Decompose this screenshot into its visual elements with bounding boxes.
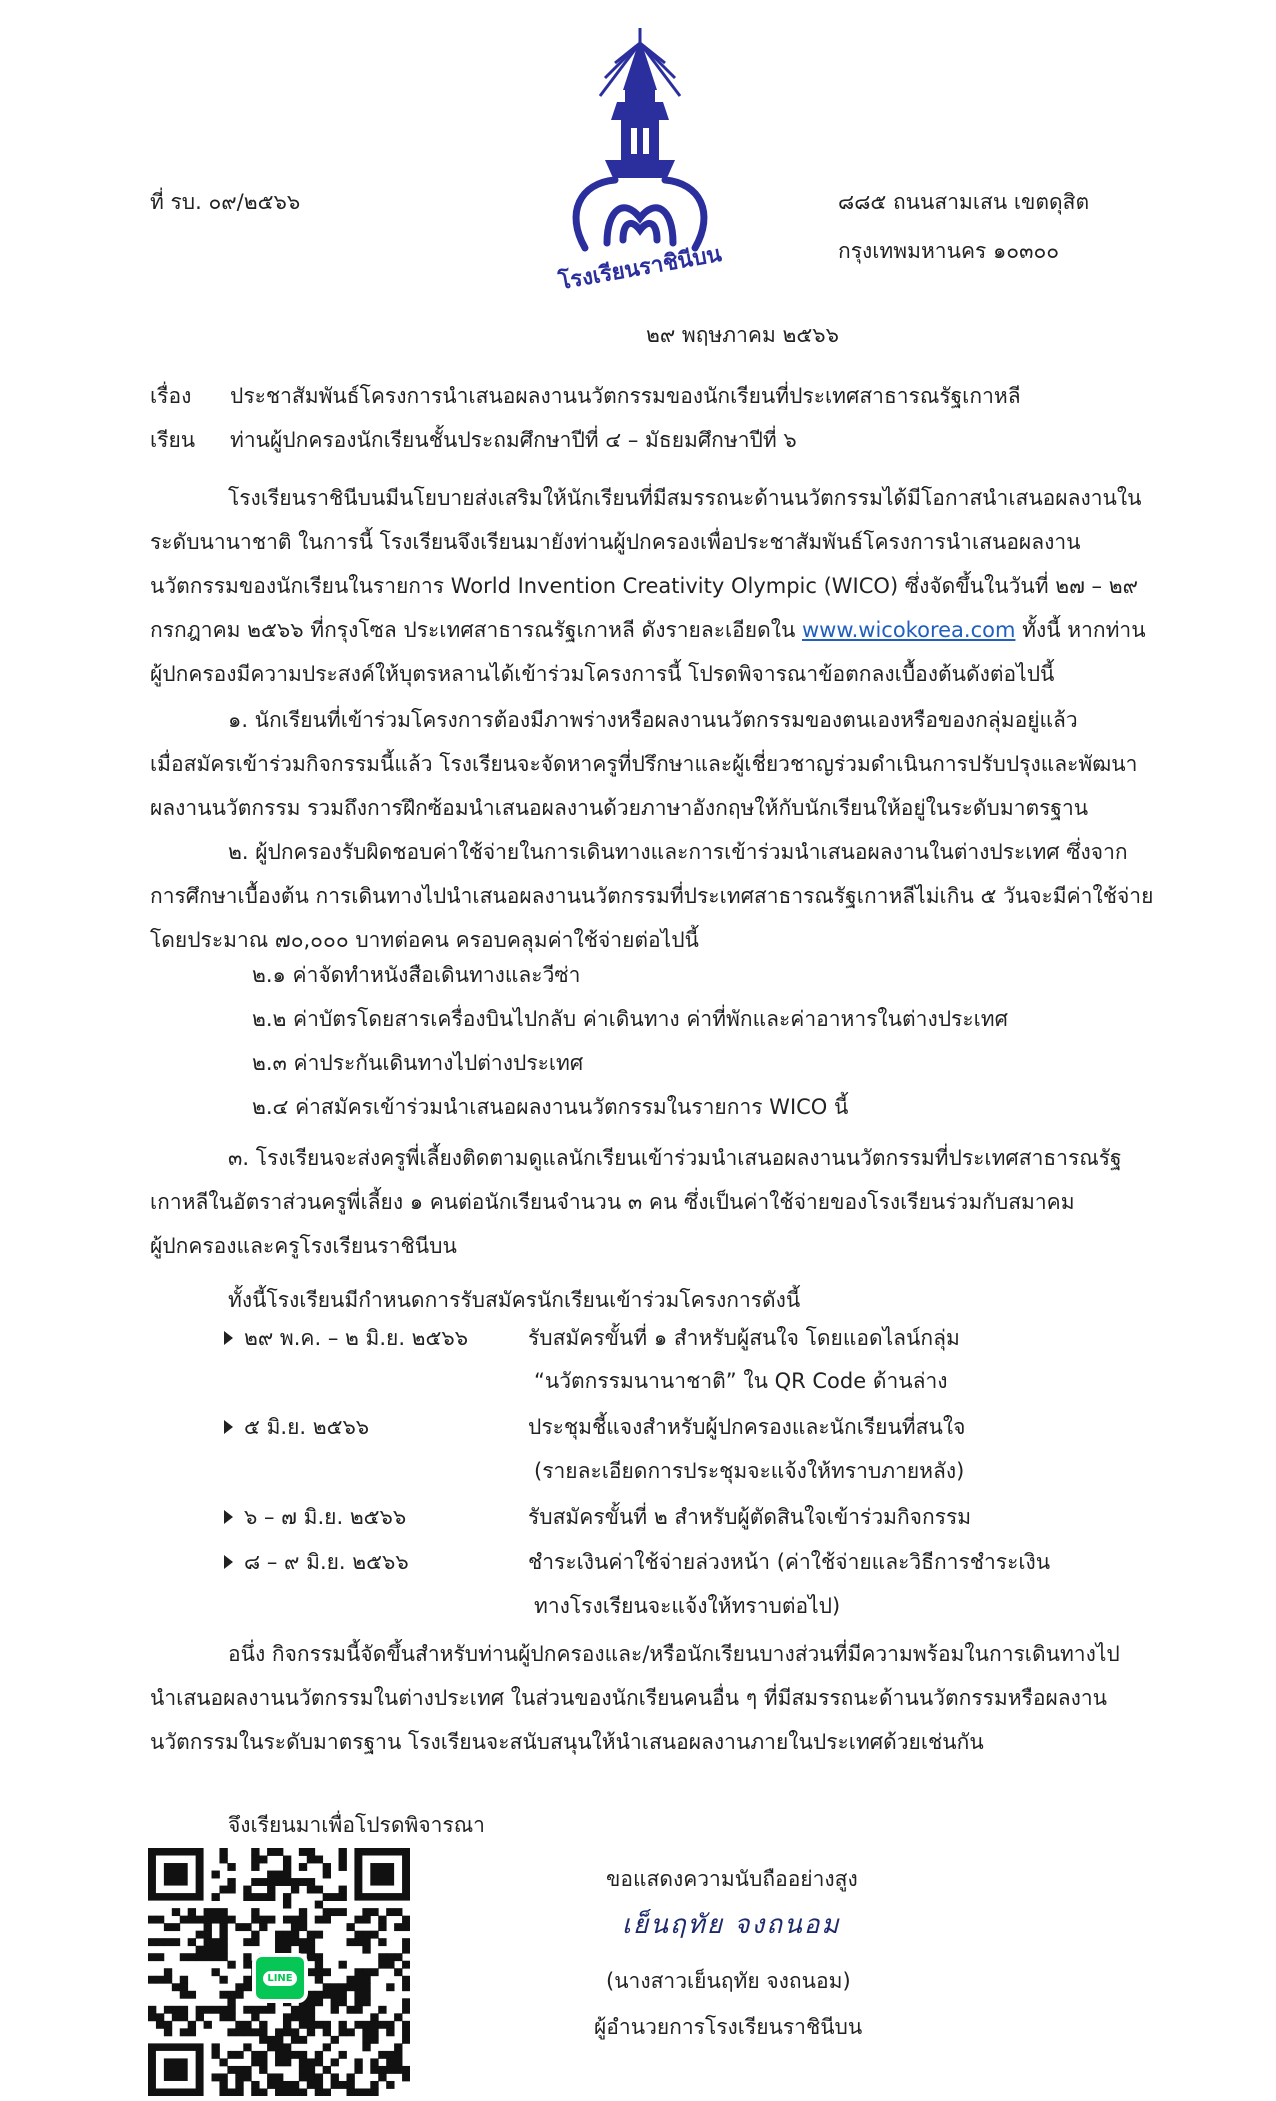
cost-item: ๒.๓ ค่าประกันเดินทางไปต่างประเทศ — [252, 1051, 584, 1075]
school-logo — [545, 18, 735, 303]
bullet-triangle-icon — [224, 1331, 233, 1345]
address-line-1: ๘๘๕ ถนนสามเสน เขตดุสิต — [838, 190, 1090, 214]
schedule-desc: (รายละเอียดการประชุมจะแจ้งให้ทราบภายหลัง) — [534, 1459, 965, 1483]
schedule-date: ๕ มิ.ย. ๒๕๖๖ — [244, 1415, 370, 1439]
closing-line: จึงเรียนมาเพื่อโปรดพิจารณา — [228, 1813, 485, 1837]
signer-name: (นางสาวเย็นฤทัย จงถนอม) — [606, 1969, 851, 1993]
regards-text: ขอแสดงความนับถืออย่างสูง — [606, 1867, 858, 1891]
recipient-label: เรียน — [150, 428, 196, 452]
line-logo-icon: LINE — [263, 1971, 296, 1986]
intro-line: โรงเรียนราชินีบนมีนโยบายส่งเสริมให้นักเรียนที่มีสมรรถนะด้านนวัตกรรมได้มีโอกาสนำเสนอผลงานใน — [228, 486, 1142, 510]
schedule-date: ๖ – ๗ มิ.ย. ๒๕๖๖ — [244, 1505, 407, 1529]
item-line: ๓. โรงเรียนจะส่งครูพี่เลี้ยงติดตามดูแลนักเรียนเข้าร่วมนำเสนอผลงานนวัตกรรมที่ประเทศสาธารณรัฐ — [228, 1146, 1122, 1170]
note-line: อนึ่ง กิจกรรมนี้จัดขึ้นสำหรับท่านผู้ปกครองและ/หรือนักเรียนบางส่วนที่มีความพร้อมในการเดินทางไป — [228, 1642, 1120, 1666]
cost-item: ๒.๑ ค่าจัดทำหนังสือเดินทางและวีซ่า — [252, 963, 581, 987]
cost-item: ๒.๔ ค่าสมัครเข้าร่วมนำเสนอผลงานนวัตกรรมในรายการ WICO นี้ — [252, 1095, 849, 1119]
schedule-desc: ประชุมชี้แจงสำหรับผู้ปกครองและนักเรียนที่สนใจ — [528, 1415, 966, 1439]
schedule-desc: “นวัตกรรมนานาชาติ” ใน QR Code ด้านล่าง — [534, 1369, 948, 1393]
subject-label: เรื่อง — [150, 384, 192, 408]
item-line: ผู้ปกครองและครูโรงเรียนราชินีบน — [150, 1234, 457, 1258]
subject-text: ประชาสัมพันธ์โครงการนำเสนอผลงานนวัตกรรมของนักเรียนที่ประเทศสาธารณรัฐเกาหลี — [230, 384, 1021, 408]
recipient-text: ท่านผู้ปกครองนักเรียนชั้นประถมศึกษาปีที่ ๔ – มัธยมศึกษาปีที่ ๖ — [230, 428, 797, 452]
bullet-triangle-icon — [224, 1510, 233, 1524]
bullet-triangle-icon — [224, 1420, 233, 1434]
schedule-date: ๘ – ๙ มิ.ย. ๒๕๖๖ — [244, 1550, 409, 1574]
intro-text: ทั้งนี้ หากท่าน — [1015, 618, 1146, 642]
item-line: การศึกษาเบื้องต้น การเดินทางไปนำเสนอผลงานนวัตกรรมที่ประเทศสาธารณรัฐเกาหลีไม่เกิน ๕ วันจะมีค่าใช้จ่าย — [150, 884, 1154, 908]
letter-date: ๒๙ พฤษภาคม ๒๕๖๖ — [646, 323, 839, 347]
intro-line: ระดับนานาชาติ ในการนี้ โรงเรียนจึงเรียนมายังท่านผู้ปกครองเพื่อประชาสัมพันธ์โครงการนำเสนอผลงาน — [150, 530, 1081, 554]
schedule-date: ๒๙ พ.ค. – ๒ มิ.ย. ๒๕๖๖ — [244, 1326, 469, 1350]
schedule-desc: ทางโรงเรียนจะแจ้งให้ทราบต่อไป) — [534, 1594, 841, 1618]
item-2-paragraph — [150, 830, 1154, 962]
item-line: เกาหลีในอัตราส่วนครูพี่เลี้ยง ๑ คนต่อนักเรียนจำนวน ๓ คน ซึ่งเป็นค่าใช้จ่ายของโรงเรียนร่วมกับสมาคม — [150, 1190, 1075, 1214]
note-line: นำเสนอผลงานนวัตกรรมในต่างประเทศ ในส่วนของนักเรียนคนอื่น ๆ ที่มีสมรรถนะด้านนวัตกรรมหรือผลงาน — [150, 1686, 1108, 1710]
reference-number: ที่ รบ. ๐๙/๒๕๖๖ — [150, 190, 301, 214]
item-line: ๒. ผู้ปกครองรับผิดชอบค่าใช้จ่ายในการเดินทางและการเข้าร่วมนำเสนอผลงานในต่างประเทศ ซึ่งจาก — [228, 840, 1128, 864]
cost-item: ๒.๒ ค่าบัตรโดยสารเครื่องบินไปกลับ ค่าเดินทาง ค่าที่พักและค่าอาหารในต่างประเทศ — [252, 1007, 1008, 1031]
bullet-triangle-icon — [224, 1555, 233, 1569]
logo-caption: โรงเรียนราชินีบน — [556, 241, 724, 296]
item-line: โดยประมาณ ๗๐,๐๐๐ บาทต่อคน ครอบคลุมค่าใช้จ่ายต่อไปนี้ — [150, 928, 699, 952]
line-badge — [252, 1953, 308, 2003]
intro-line: นวัตกรรมของนักเรียนในรายการ World Invention Creativity Olympic (WICO) ซึ่งจัดขึ้นในวันที่ ๒๗ – ๒๙ — [150, 574, 1138, 598]
item-line: ผลงานนวัตกรรม รวมถึงการฝึกซ้อมนำเสนอผลงานด้วยภาษาอังกฤษให้กับนักเรียนให้อยู่ในระดับมาตรฐาน — [150, 796, 1089, 820]
handwritten-signature: เย็นฤทัย จงถนอม — [622, 1910, 841, 1940]
line-qr-code[interactable] — [148, 1848, 410, 2096]
item-1-paragraph — [150, 698, 1138, 830]
address-line-2: กรุงเทพมหานคร ๑๐๓๐๐ — [838, 239, 1060, 263]
intro-line: ผู้ปกครองมีความประสงค์ให้บุตรหลานได้เข้าร่วมโครงการนี้ โปรดพิจารณาข้อตกลงเบื้องต้นดังต่อไปนี้ — [150, 662, 1055, 686]
intro-text: กรกฎาคม ๒๕๖๖ ที่กรุงโซล ประเทศสาธารณรัฐเกาหลี ดังรายละเอียดใน — [150, 618, 802, 642]
note-line: นวัตกรรมในระดับมาตรฐาน โรงเรียนจะสนับสนุนให้นำเสนอผลงานภายในประเทศด้วยเช่นกัน — [150, 1730, 984, 1754]
schedule-intro: ทั้งนี้โรงเรียนมีกำหนดการรับสมัครนักเรียนเข้าร่วมโครงการดังนี้ — [228, 1288, 801, 1312]
intro-line — [150, 608, 1146, 652]
wico-link[interactable]: www.wicokorea.com — [802, 618, 1016, 642]
intro-paragraph — [150, 476, 1146, 696]
schedule-desc: รับสมัครขั้นที่ ๑ สำหรับผู้สนใจ โดยแอดไลน์กลุ่ม — [528, 1326, 960, 1350]
item-3-paragraph — [150, 1136, 1122, 1268]
note-paragraph — [150, 1632, 1122, 1764]
signer-position: ผู้อำนวยการโรงเรียนราชินีบน — [594, 2015, 863, 2039]
item-line: เมื่อสมัครเข้าร่วมกิจกรรมนี้แล้ว โรงเรียนจะจัดหาครูที่ปรึกษาและผู้เชี่ยวชาญร่วมดำเนินการปรับปรุงและพัฒนา — [150, 752, 1138, 776]
schedule-desc: รับสมัครขั้นที่ ๒ สำหรับผู้ตัดสินใจเข้าร่วมกิจกรรม — [528, 1505, 972, 1529]
item-line: ๑. นักเรียนที่เข้าร่วมโครงการต้องมีภาพร่างหรือผลงานนวัตกรรมของตนเองหรือของกลุ่มอยู่แล้ว — [228, 708, 1078, 732]
schedule-desc: ชำระเงินค่าใช้จ่ายล่วงหน้า (ค่าใช้จ่ายและวิธีการชำระเงิน — [528, 1550, 1051, 1574]
